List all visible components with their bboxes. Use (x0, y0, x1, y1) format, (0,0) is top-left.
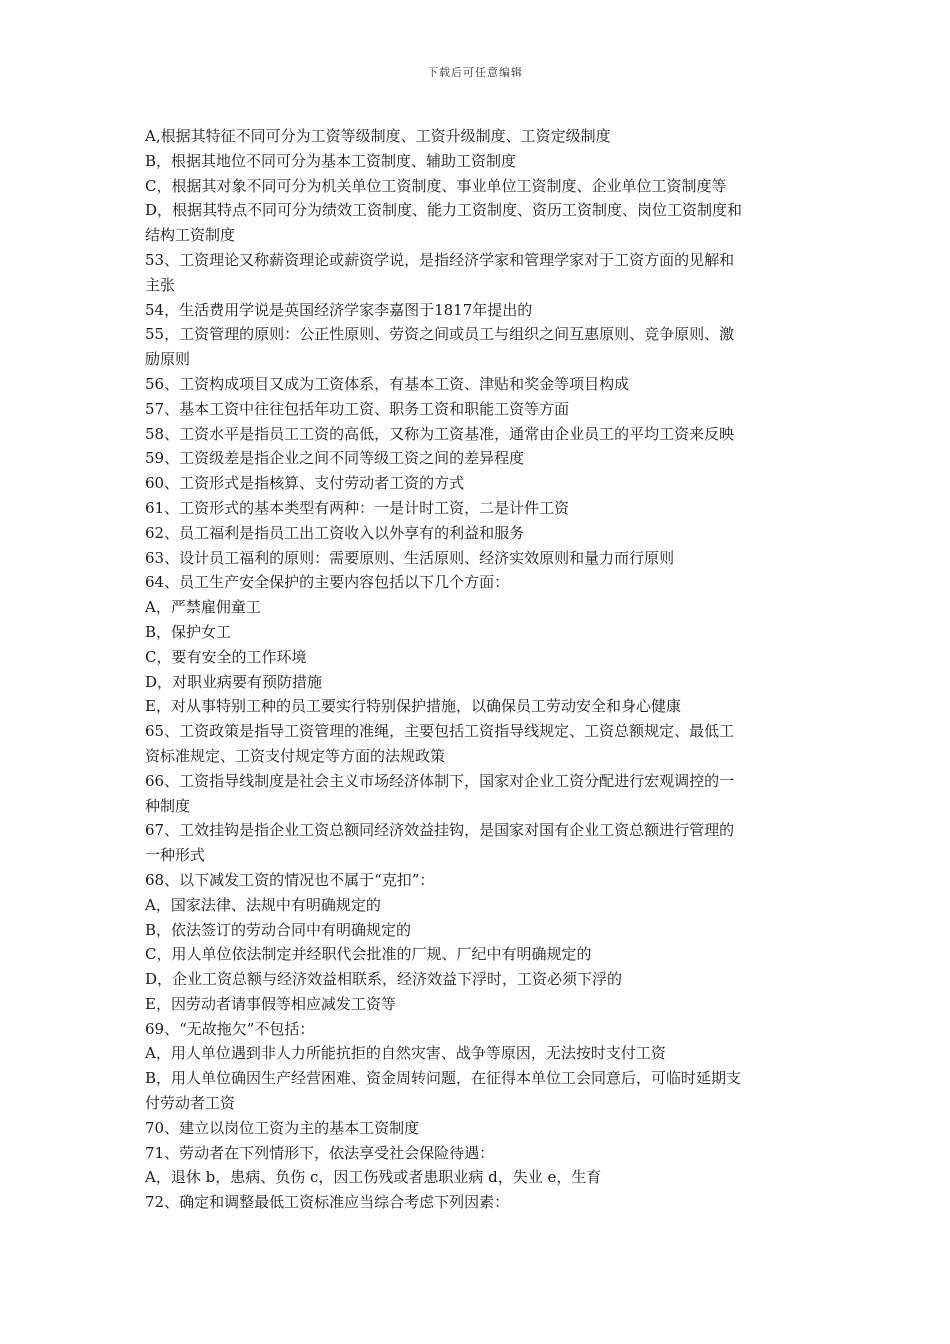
text-line: C，根据其对象不同可分为机关单位工资制度、事业单位工资制度、企业单位工资制度等 (145, 176, 727, 195)
text-line: B，保护女工 (145, 622, 232, 641)
text-line: E，对从事特别工种的员工要实行特别保护措施，以确保员工劳动安全和身心健康 (145, 697, 681, 716)
text-line: 62、员工福利是指员工出工资收入以外享有的利益和服务 (145, 523, 525, 542)
text-line: 66、工资指导线制度是社会主义市场经济体制下，国家对企业工资分配进行宏观调控的一 (145, 771, 735, 790)
text-line: 61、工资形式的基本类型有两种：一是计时工资，二是计件工资 (145, 498, 570, 517)
text-line: 57、基本工资中往往包括年功工资、职务工资和职能工资等方面 (145, 399, 570, 418)
text-line: 59、工资级差是指企业之间不同等级工资之间的差异程度 (145, 449, 525, 468)
text-line: 71、劳动者在下列情形下，依法享受社会保险待遇： (145, 1143, 495, 1162)
text-line: 54，生活费用学说是英国经济学家李嘉图于1817年提出的 (145, 300, 533, 319)
text-line: 53、工资理论又称薪资理论或薪资学说，是指经济学家和管理学家对于工资方面的见解和 (145, 250, 735, 269)
text-line: A,根据其特征不同可分为工资等级制度、工资升级制度、工资定级制度 (145, 127, 611, 145)
text-line: 65、工资政策是指导工资管理的准绳，主要包括工资指导线规定、工资总额规定、最低工 (145, 722, 735, 741)
text-line: 资标准规定、工资支付规定等方面的法规政策 (145, 746, 446, 765)
text-line: 主张 (145, 275, 176, 294)
text-line: 55，工资管理的原则：公正性原则、劳资之间或员工与组织之间互惠原则、竞争原则、激 (145, 325, 735, 344)
text-line: 结构工资制度 (145, 226, 236, 245)
text-line: B，依法签订的劳动合同中有明确规定的 (145, 920, 412, 939)
text-line: 70、建立以岗位工资为主的基本工资制度 (145, 1118, 420, 1137)
text-line: B，用人单位确因生产经营困难、资金周转问题，在征得本单位工会同意后，可临时延期支 (145, 1069, 742, 1088)
text-line: 种制度 (145, 796, 191, 815)
text-line: D，企业工资总额与经济效益相联系，经济效益下浮时，工资必须下浮的 (145, 970, 623, 989)
text-line: A，国家法律、法规中有明确规定的 (145, 895, 381, 914)
text-line: C，要有安全的工作环境 (145, 647, 307, 666)
text-line: 72、确定和调整最低工资标准应当综合考虑下列因素： (145, 1193, 510, 1212)
text-line: 69、“无故拖欠”不包括： (145, 1019, 315, 1038)
text-line: A，用人单位遇到非人力所能抗拒的自然灾害、战争等原因，无法按时支付工资 (145, 1044, 666, 1063)
text-line: 付劳动者工资 (145, 1094, 236, 1113)
text-line: 60、工资形式是指核算、支付劳动者工资的方式 (145, 474, 465, 493)
text-line: B，根据其地位不同可分为基本工资制度、辅助工资制度 (145, 151, 517, 170)
text-line: A，严禁雇佣童工 (145, 598, 261, 617)
text-line: 一种形式 (145, 846, 206, 865)
text-line: 56、工资构成项目又成为工资体系，有基本工资、津贴和奖金等项目构成 (145, 374, 630, 393)
text-line: 67、工效挂钩是指企业工资总额同经济效益挂钩，是国家对国有企业工资总额进行管理的 (145, 821, 735, 840)
text-line: 63、设计员工福利的原则：需要原则、生活原则、经济实效原则和量力而行原则 (145, 548, 675, 567)
text-line: E，因劳动者请事假等相应减发工资等 (145, 994, 396, 1013)
text-line: 58、工资水平是指员工工资的高低，又称为工资基准，通常由企业员工的平均工资来反映 (145, 424, 735, 443)
page-header: 下载后可任意编辑 (427, 66, 523, 79)
document-body (145, 124, 810, 1215)
text-line: D，根据其特点不同可分为绩效工资制度、能力工资制度、资历工资制度、岗位工资制度和 (145, 201, 743, 220)
text-line: C，用人单位依法制定并经职代会批准的厂规、厂纪中有明确规定的 (145, 945, 592, 964)
text-line: 64、员工生产安全保护的主要内容包括以下几个方面： (145, 573, 510, 592)
text-line: 68、以下减发工资的情况也不属于“克扣”： (145, 870, 435, 889)
text-line: 励原则 (145, 350, 191, 369)
text-line: A，退休 b，患病、负伤 c，因工伤残或者患职业病 d，失业 e，生育 (145, 1168, 602, 1187)
text-line: D，对职业病要有预防措施 (145, 672, 323, 691)
